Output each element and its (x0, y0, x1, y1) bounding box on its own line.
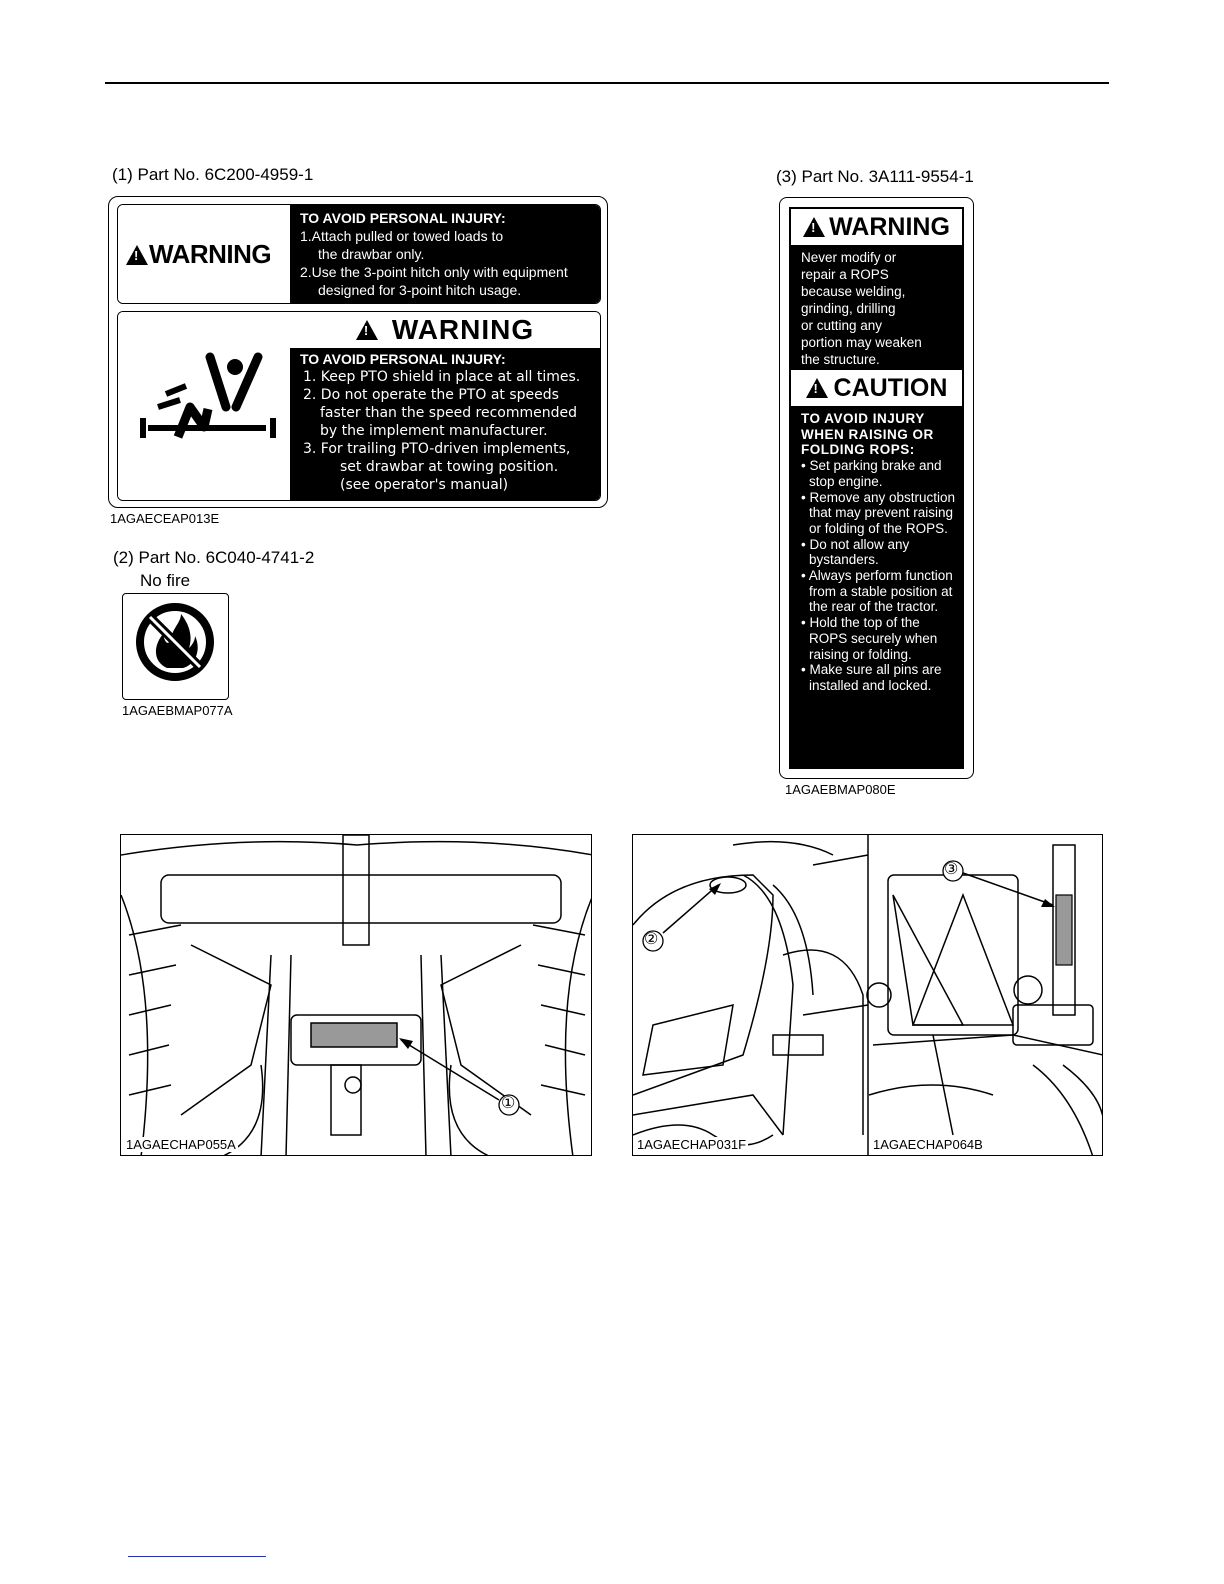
photo-1-code: 1AGAECHAP055A (126, 1137, 236, 1152)
part1-caption: (1) Part No. 6C200-4959-1 (112, 165, 314, 184)
label-3-bullet: • Remove any obstruction that may prevent raising or folding of the ROPS. (801, 489, 956, 536)
part3-caption: (3) Part No. 3A111-9554-1 (776, 167, 974, 186)
label-1-top-line: 2.Use the 3-point hitch only with equipment (300, 264, 568, 280)
label-3-warning-line: grinding, drilling (801, 301, 896, 316)
no-fire-icon (123, 594, 227, 698)
label-3-warning-line: Never modify or (801, 250, 897, 265)
photo-fuel-and-rops (632, 834, 1103, 1156)
part2-caption: (2) Part No. 6C040-4741-2 (113, 548, 315, 567)
label-1-bottom-line: (see operator's manual) (340, 477, 509, 493)
label-1-bottom-line: set drawbar at towing position. (340, 459, 559, 475)
label-1-top-line: the drawbar only. (318, 246, 425, 262)
label-3-bullet: • Set parking brake and stop engine. (801, 458, 942, 489)
label-3-warning-line: the structure. (801, 352, 880, 367)
label-3-code: 1AGAEBMAP080E (785, 782, 896, 797)
label-1-bottom-line: by the implement manufacturer. (320, 423, 548, 439)
label-1-bottom-line: 3. For trailing PTO-driven implements, (303, 441, 571, 457)
photo-3-code: 1AGAECHAP064B (873, 1137, 983, 1152)
label-1-top-panel (117, 204, 601, 304)
label-1-top-line: designed for 3-point hitch usage. (318, 282, 522, 298)
label-1 (108, 196, 608, 508)
label-3-bullet: • Do not allow any bystanders. (801, 536, 910, 568)
label-2-code: 1AGAEBMAP077A (122, 703, 233, 718)
part2-subcaption: No fire (140, 571, 191, 590)
warning-triangle-icon (803, 217, 825, 237)
label-3-caution-banner: ! CAUTION (791, 370, 962, 406)
label-3-bullet: • Always perform function from a stable position at the rear of the tractor. (801, 568, 953, 615)
warning-triangle-icon (356, 320, 378, 340)
label-1-top-heading: TO AVOID PERSONAL INJURY: (300, 210, 506, 226)
rear-hitch-illustration (121, 835, 592, 1156)
label-1-bottom-line: 1. Keep PTO shield in place at all times. (303, 369, 581, 385)
label-1-bottom-heading: TO AVOID PERSONAL INJURY: (300, 351, 506, 367)
warning-triangle-icon (126, 245, 148, 265)
fuel-and-rops-illustration (633, 835, 1103, 1156)
label-1-bottom-line: faster than the speed recommended (320, 405, 578, 421)
label-3-bullet: • Hold the top of the ROPS securely when raising or folding. (801, 615, 938, 662)
photo-rear-hitch (120, 834, 592, 1156)
pto-entanglement-icon (118, 312, 290, 501)
label-3-warning-line: or cutting any (801, 318, 883, 333)
label-3-caution-heading: WHEN RAISING OR (801, 426, 934, 442)
label-3-warning-line: because welding, (801, 284, 906, 299)
label-1-code: 1AGAECEAP013E (110, 511, 220, 526)
callout-1: ① (501, 1095, 516, 1112)
photo-2-code: 1AGAECHAP031F (637, 1137, 747, 1152)
label-3-warning-line: portion may weaken (801, 335, 922, 350)
footer-link-underline (128, 1556, 266, 1557)
label-1-bottom-panel (117, 311, 601, 501)
label-1-bottom-line: 2. Do not operate the PTO at speeds (303, 387, 559, 403)
no-fire-label (122, 593, 229, 700)
label-3-caution-heading: FOLDING ROPS: (801, 442, 915, 458)
label-3-warning-banner: ! WARNING (791, 209, 962, 245)
label-1-top-line: 1.Attach pulled or towed loads to (300, 228, 504, 244)
label-1-bottom-warning-banner: ! WARNING (290, 312, 600, 349)
label-3-warning-line: repair a ROPS (801, 267, 889, 282)
callout-2: ② (644, 931, 659, 948)
callout-3: ③ (944, 861, 959, 878)
caution-triangle-icon (806, 378, 828, 398)
header-rule (105, 82, 1109, 84)
label-3 (779, 197, 974, 779)
label-3-bullet: • Make sure all pins are installed and locked. (801, 662, 942, 693)
label-1-top-warning: ! WARNING (126, 239, 271, 270)
label-3-caution-heading: TO AVOID INJURY (801, 411, 925, 426)
